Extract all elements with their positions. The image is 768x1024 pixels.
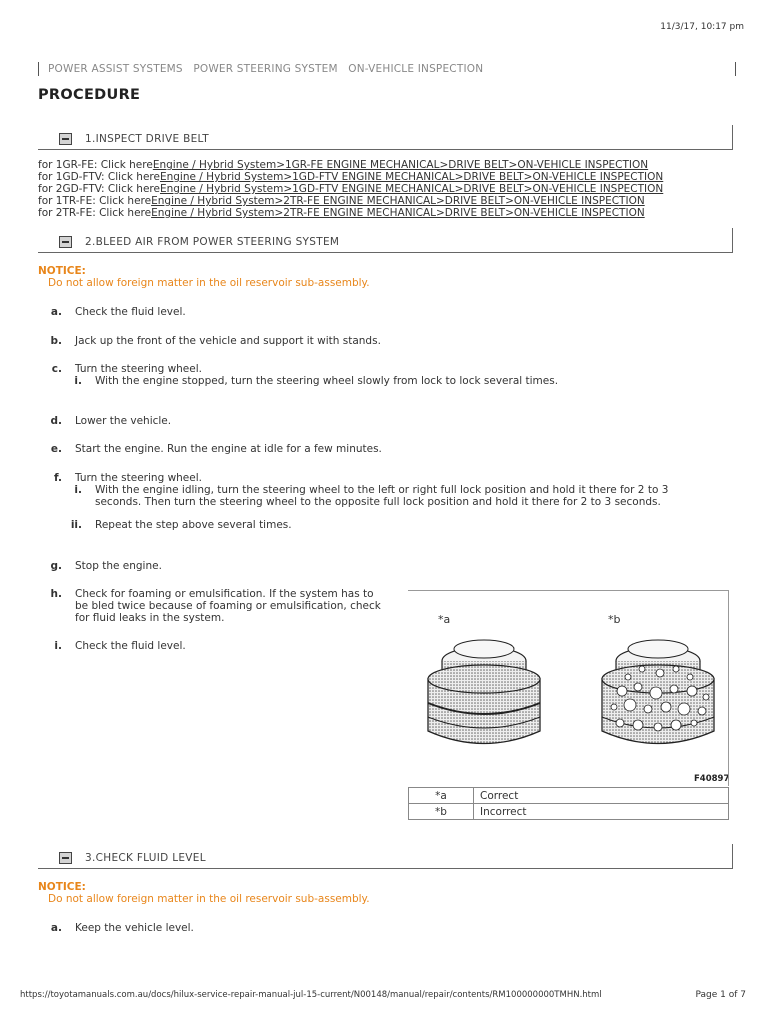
fluid-foaming-figure bbox=[408, 590, 729, 786]
figure-label-b: *b bbox=[608, 613, 621, 626]
manual-link[interactable]: Engine / Hybrid System>1GR-FE ENGINE MECHANICAL>DRIVE BELT>ON-VEHICLE INSPECTION bbox=[152, 159, 649, 171]
notice-body: Do not allow foreign matter in the oil reservoir sub-assembly. bbox=[48, 893, 370, 905]
step-text: Check for foaming or emulsification. If the system has to bbox=[75, 588, 374, 600]
substep-label: i. bbox=[74, 484, 82, 496]
section-header-check-fluid-level[interactable] bbox=[38, 844, 733, 869]
substep-text: With the engine idling, turn the steering wheel to the left or right full lock position and hold it there for 2 to 3 bbox=[95, 484, 669, 496]
step-text: be bled twice because of foaming or emulsification, check bbox=[75, 600, 381, 612]
step-text: Check the fluid level. bbox=[75, 640, 186, 652]
substep-text: seconds. Then turn the steering wheel to the opposite full lock position and hold it there for 2 to 3 seconds. bbox=[95, 496, 661, 508]
step-text: Start the engine. Run the engine at idle for a few minutes. bbox=[75, 443, 382, 455]
collapse-icon[interactable] bbox=[59, 852, 72, 864]
legend-value: Incorrect bbox=[474, 804, 729, 820]
legend-key: *b bbox=[409, 804, 474, 820]
figure-legend-table bbox=[408, 787, 729, 820]
reservoir-illustration bbox=[408, 591, 728, 786]
figure-label-a: *a bbox=[438, 613, 451, 626]
link-row: for 1TR-FE: Click hereEngine / Hybrid System>2TR-FE ENGINE MECHANICAL>DRIVE BELT>ON-VEHICLE INSPECTION bbox=[38, 195, 645, 207]
section-heading: 1.INSPECT DRIVE BELT bbox=[85, 133, 209, 145]
notice-body: Do not allow foreign matter in the oil reservoir sub-assembly. bbox=[48, 277, 370, 289]
section-header-bleed-air[interactable] bbox=[38, 228, 733, 253]
step-label: b. bbox=[50, 335, 62, 347]
link-row: for 1GR-FE: Click hereEngine / Hybrid System>1GR-FE ENGINE MECHANICAL>DRIVE BELT>ON-VEHICLE INSPECTION bbox=[38, 159, 649, 171]
substep-label: i. bbox=[74, 375, 82, 387]
step-text: Lower the vehicle. bbox=[75, 415, 172, 427]
manual-link[interactable]: Engine / Hybrid System>2TR-FE ENGINE MECHANICAL>DRIVE BELT>ON-VEHICLE INSPECTION bbox=[151, 207, 645, 219]
substep-text: Repeat the step above several times. bbox=[95, 519, 292, 531]
step-label: e. bbox=[50, 443, 62, 455]
notice-title: NOTICE: bbox=[38, 265, 86, 277]
step-text: for fluid leaks in the system. bbox=[75, 612, 225, 624]
collapse-icon[interactable] bbox=[59, 236, 72, 248]
step-text: Jack up the front of the vehicle and support it with stands. bbox=[75, 335, 381, 347]
manual-link[interactable]: Engine / Hybrid System>1GD-FTV ENGINE MECHANICAL>DRIVE BELT>ON-VEHICLE INSPECTION bbox=[159, 183, 664, 195]
step-label: i. bbox=[54, 640, 62, 652]
step-text: Stop the engine. bbox=[75, 560, 162, 572]
step-text: Turn the steering wheel. bbox=[75, 363, 202, 375]
section-heading: 3.CHECK FLUID LEVEL bbox=[85, 852, 206, 864]
legend-value: Correct bbox=[474, 788, 729, 804]
step-label: f. bbox=[54, 472, 62, 484]
section-header-inspect-drive-belt[interactable] bbox=[38, 125, 733, 150]
notice-title: NOTICE: bbox=[38, 881, 86, 893]
reservoir-correct-drawing bbox=[428, 640, 540, 744]
step-label: c. bbox=[51, 363, 62, 375]
breadcrumb bbox=[48, 63, 490, 75]
breadcrumb-item[interactable]: ON-VEHICLE INSPECTION bbox=[348, 63, 484, 75]
step-label: d. bbox=[50, 415, 62, 427]
step-text: Keep the vehicle level. bbox=[75, 922, 194, 934]
link-row: for 2TR-FE: Click hereEngine / Hybrid System>2TR-FE ENGINE MECHANICAL>DRIVE BELT>ON-VEHICLE INSPECTION bbox=[38, 207, 645, 219]
step-label: a. bbox=[50, 922, 62, 934]
reservoir-incorrect-drawing bbox=[602, 640, 714, 744]
step-text: Check the fluid level. bbox=[75, 306, 186, 318]
section-heading: 2.BLEED AIR FROM POWER STEERING SYSTEM bbox=[85, 236, 340, 248]
step-text: Turn the steering wheel. bbox=[75, 472, 202, 484]
manual-link[interactable]: Engine / Hybrid System>2TR-FE ENGINE MECHANICAL>DRIVE BELT>ON-VEHICLE INSPECTION bbox=[151, 195, 645, 207]
breadcrumb-item[interactable]: POWER STEERING SYSTEM bbox=[193, 63, 338, 75]
link-row: for 1GD-FTV: Click hereEngine / Hybrid System>1GD-FTV ENGINE MECHANICAL>DRIVE BELT>ON-VEHICLE INSPECTION bbox=[38, 171, 664, 183]
legend-key: *a bbox=[409, 788, 474, 804]
manual-link[interactable]: Engine / Hybrid System>1GD-FTV ENGINE MECHANICAL>DRIVE BELT>ON-VEHICLE INSPECTION bbox=[159, 171, 664, 183]
table-row bbox=[409, 804, 729, 820]
step-label: a. bbox=[50, 306, 62, 318]
collapse-icon[interactable] bbox=[59, 133, 72, 145]
footer-url: https://toyotamanuals.com.au/docs/hilux-service-repair-manual-jul-15-current/N00148/manual/repair/contents/RM100000000TMHN.html bbox=[20, 990, 602, 1000]
substep-label: ii. bbox=[70, 519, 82, 531]
table-row bbox=[409, 788, 729, 804]
breadcrumb-item[interactable]: POWER ASSIST SYSTEMS bbox=[48, 63, 183, 75]
step-label: g. bbox=[50, 560, 62, 572]
link-row: for 2GD-FTV: Click hereEngine / Hybrid System>1GD-FTV ENGINE MECHANICAL>DRIVE BELT>ON-VEHICLE INSPECTION bbox=[38, 183, 664, 195]
step-label: h. bbox=[50, 588, 62, 600]
page-number: Page 1 of 7 bbox=[695, 990, 746, 1000]
substep-text: With the engine stopped, turn the steering wheel slowly from lock to lock several times. bbox=[95, 375, 559, 387]
figure-code: F40897 bbox=[694, 774, 728, 784]
page-title: PROCEDURE bbox=[38, 87, 141, 103]
print-timestamp: 11/3/17, 10:17 pm bbox=[660, 22, 744, 32]
